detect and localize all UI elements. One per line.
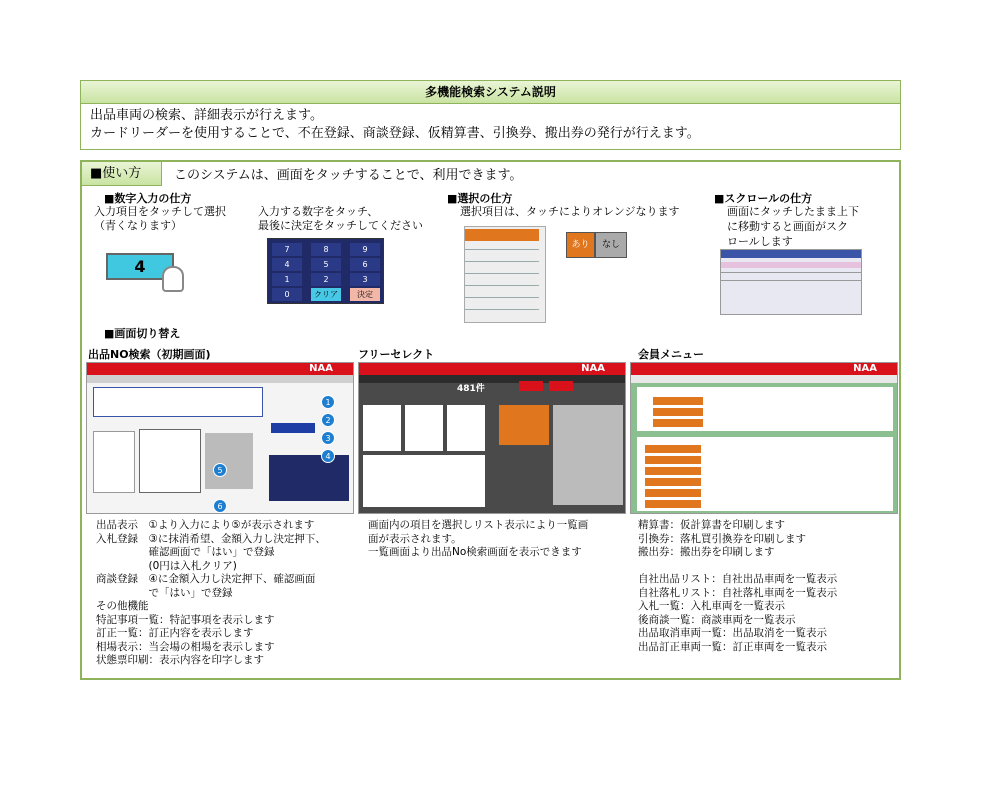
hand-pointer-icon bbox=[162, 266, 184, 292]
desc-line: 面が表示されます。 bbox=[368, 532, 462, 545]
scroll-line-3: ロールします bbox=[727, 235, 793, 248]
screens-heading: ■画面切り替え bbox=[104, 327, 181, 340]
numeric-step2-line1: 入力する数字をタッチ、 bbox=[258, 205, 379, 218]
keypad-key[interactable]: 8 bbox=[311, 243, 341, 256]
result-count: 481件 bbox=[457, 384, 485, 394]
select-item-selected[interactable] bbox=[465, 229, 539, 241]
desc-member-menu bbox=[638, 519, 898, 654]
desc-line: 出品表示 ①より入力により⑤が表示されます bbox=[96, 519, 315, 531]
desc-line: 精算書：仮計算書を印刷します bbox=[638, 519, 785, 531]
scroll-line-2: に移動すると画面がスク bbox=[727, 220, 848, 233]
keypad-key[interactable]: 6 bbox=[350, 258, 380, 271]
scroll-table-sample[interactable] bbox=[720, 249, 862, 315]
intro-box bbox=[80, 104, 901, 150]
numeric-heading: ■数字入力の仕方 bbox=[104, 192, 192, 205]
usage-lead: このシステムは、画面をタッチすることで、利用できます。 bbox=[174, 168, 523, 183]
desc-line: 後商談一覧：商談車両を一覧表示 bbox=[638, 613, 796, 626]
desc-free-select bbox=[368, 519, 628, 560]
intro-line-1: 出品車両の検索、詳細表示が行えます。 bbox=[90, 108, 323, 123]
desc-line: 状態票印刷：表示内容を印字します bbox=[96, 654, 264, 666]
desc-line: 引換券：落札買引換券を印刷します bbox=[638, 532, 806, 545]
numeric-step2-line2: 最後に決定をタッチしてください bbox=[258, 219, 423, 232]
desc-spacer bbox=[638, 560, 898, 574]
select-list-sample bbox=[464, 226, 546, 323]
intro-line-2: カードリーダーを使用することで、不在登録、商談登録、仮精算書、引換券、搬出券の発行が行えます。 bbox=[90, 126, 700, 141]
screen-title-member-menu: 会員メニュー bbox=[638, 348, 704, 361]
keypad-key[interactable]: 4 bbox=[272, 258, 302, 271]
desc-line: 搬出券：搬出券を印刷します bbox=[638, 546, 775, 558]
keypad-key[interactable]: 2 bbox=[311, 273, 341, 286]
usage-panel bbox=[80, 160, 901, 680]
usage-tab: ■使い方 bbox=[82, 162, 162, 186]
desc-line: 入札一覧：入札車両を一覧表示 bbox=[638, 600, 785, 612]
desc-search bbox=[96, 519, 358, 668]
option-no[interactable]: なし bbox=[595, 232, 627, 258]
screen-title-free-select: フリーセレクト bbox=[358, 348, 435, 361]
desc-line: 商談登録 ④に金額入力し決定押下、確認画面 bbox=[96, 573, 316, 585]
keypad-key[interactable]: 3 bbox=[350, 273, 380, 286]
keypad-confirm[interactable]: 決定 bbox=[350, 288, 380, 301]
screenshot-member-menu bbox=[630, 362, 898, 514]
naa-logo: NAA bbox=[853, 363, 877, 374]
keypad-sample bbox=[267, 238, 384, 304]
select-text: 選択項目は、タッチによりオレンジなります bbox=[460, 205, 680, 218]
option-yes[interactable]: あり bbox=[566, 232, 595, 258]
desc-line: 一覧画面より出品No検索画面を表示できます bbox=[368, 546, 582, 558]
desc-line: 相場表示：当会場の相場を表示します bbox=[96, 640, 275, 653]
keypad-key[interactable]: 1 bbox=[272, 273, 302, 286]
scroll-heading: ■スクロールの仕方 bbox=[714, 192, 813, 205]
screen-title-search: 出品NO検索（初期画面) bbox=[88, 348, 211, 361]
desc-line: (0円は入札クリア) bbox=[96, 559, 237, 572]
desc-line: 訂正一覧：訂正内容を表示します bbox=[96, 627, 254, 639]
numeric-step1-line1: 入力項目をタッチして選択 bbox=[94, 205, 226, 218]
desc-line: 特記事項一覧：特記事項を表示します bbox=[96, 613, 275, 626]
desc-line: 画面内の項目を選択しリスト表示により一覧画 bbox=[368, 519, 589, 531]
desc-line: 入札登録 ③に抹消希望、金額入力し決定押下、 bbox=[96, 532, 326, 545]
scroll-line-1: 画面にタッチしたまま上下 bbox=[727, 205, 859, 218]
keypad-key[interactable]: 7 bbox=[272, 243, 302, 256]
desc-line: その他機能 bbox=[96, 600, 149, 612]
numeric-field-selected[interactable]: 4 bbox=[106, 253, 174, 280]
desc-line: 自社出品リスト：自社出品車両を一覧表示 bbox=[638, 573, 838, 585]
keypad-key[interactable]: 0 bbox=[272, 288, 302, 301]
desc-line: 出品訂正車両一覧：訂正車両を一覧表示 bbox=[638, 640, 827, 653]
desc-line: で「はい」で登録 bbox=[96, 586, 233, 599]
numeric-step1-line2: （青くなります） bbox=[94, 219, 182, 232]
desc-line: 自社落札リスト：自社落札車両を一覧表示 bbox=[638, 586, 838, 599]
select-heading: ■選択の仕方 bbox=[447, 192, 513, 205]
keypad-clear[interactable]: クリア bbox=[311, 288, 341, 301]
page-title: 多機能検索システム説明 bbox=[80, 80, 901, 104]
keypad-key[interactable]: 5 bbox=[311, 258, 341, 271]
desc-line: 出品取消車両一覧：出品取消を一覧表示 bbox=[638, 627, 827, 639]
naa-logo: NAA bbox=[581, 363, 605, 374]
desc-line: 確認画面で「はい」で登録 bbox=[96, 546, 275, 558]
naa-logo: NAA bbox=[309, 363, 333, 374]
screenshot-search: NAA 1 2 3 4 5 6 bbox=[86, 362, 354, 514]
screenshot-free-select bbox=[358, 362, 626, 514]
keypad-key[interactable]: 9 bbox=[350, 243, 380, 256]
